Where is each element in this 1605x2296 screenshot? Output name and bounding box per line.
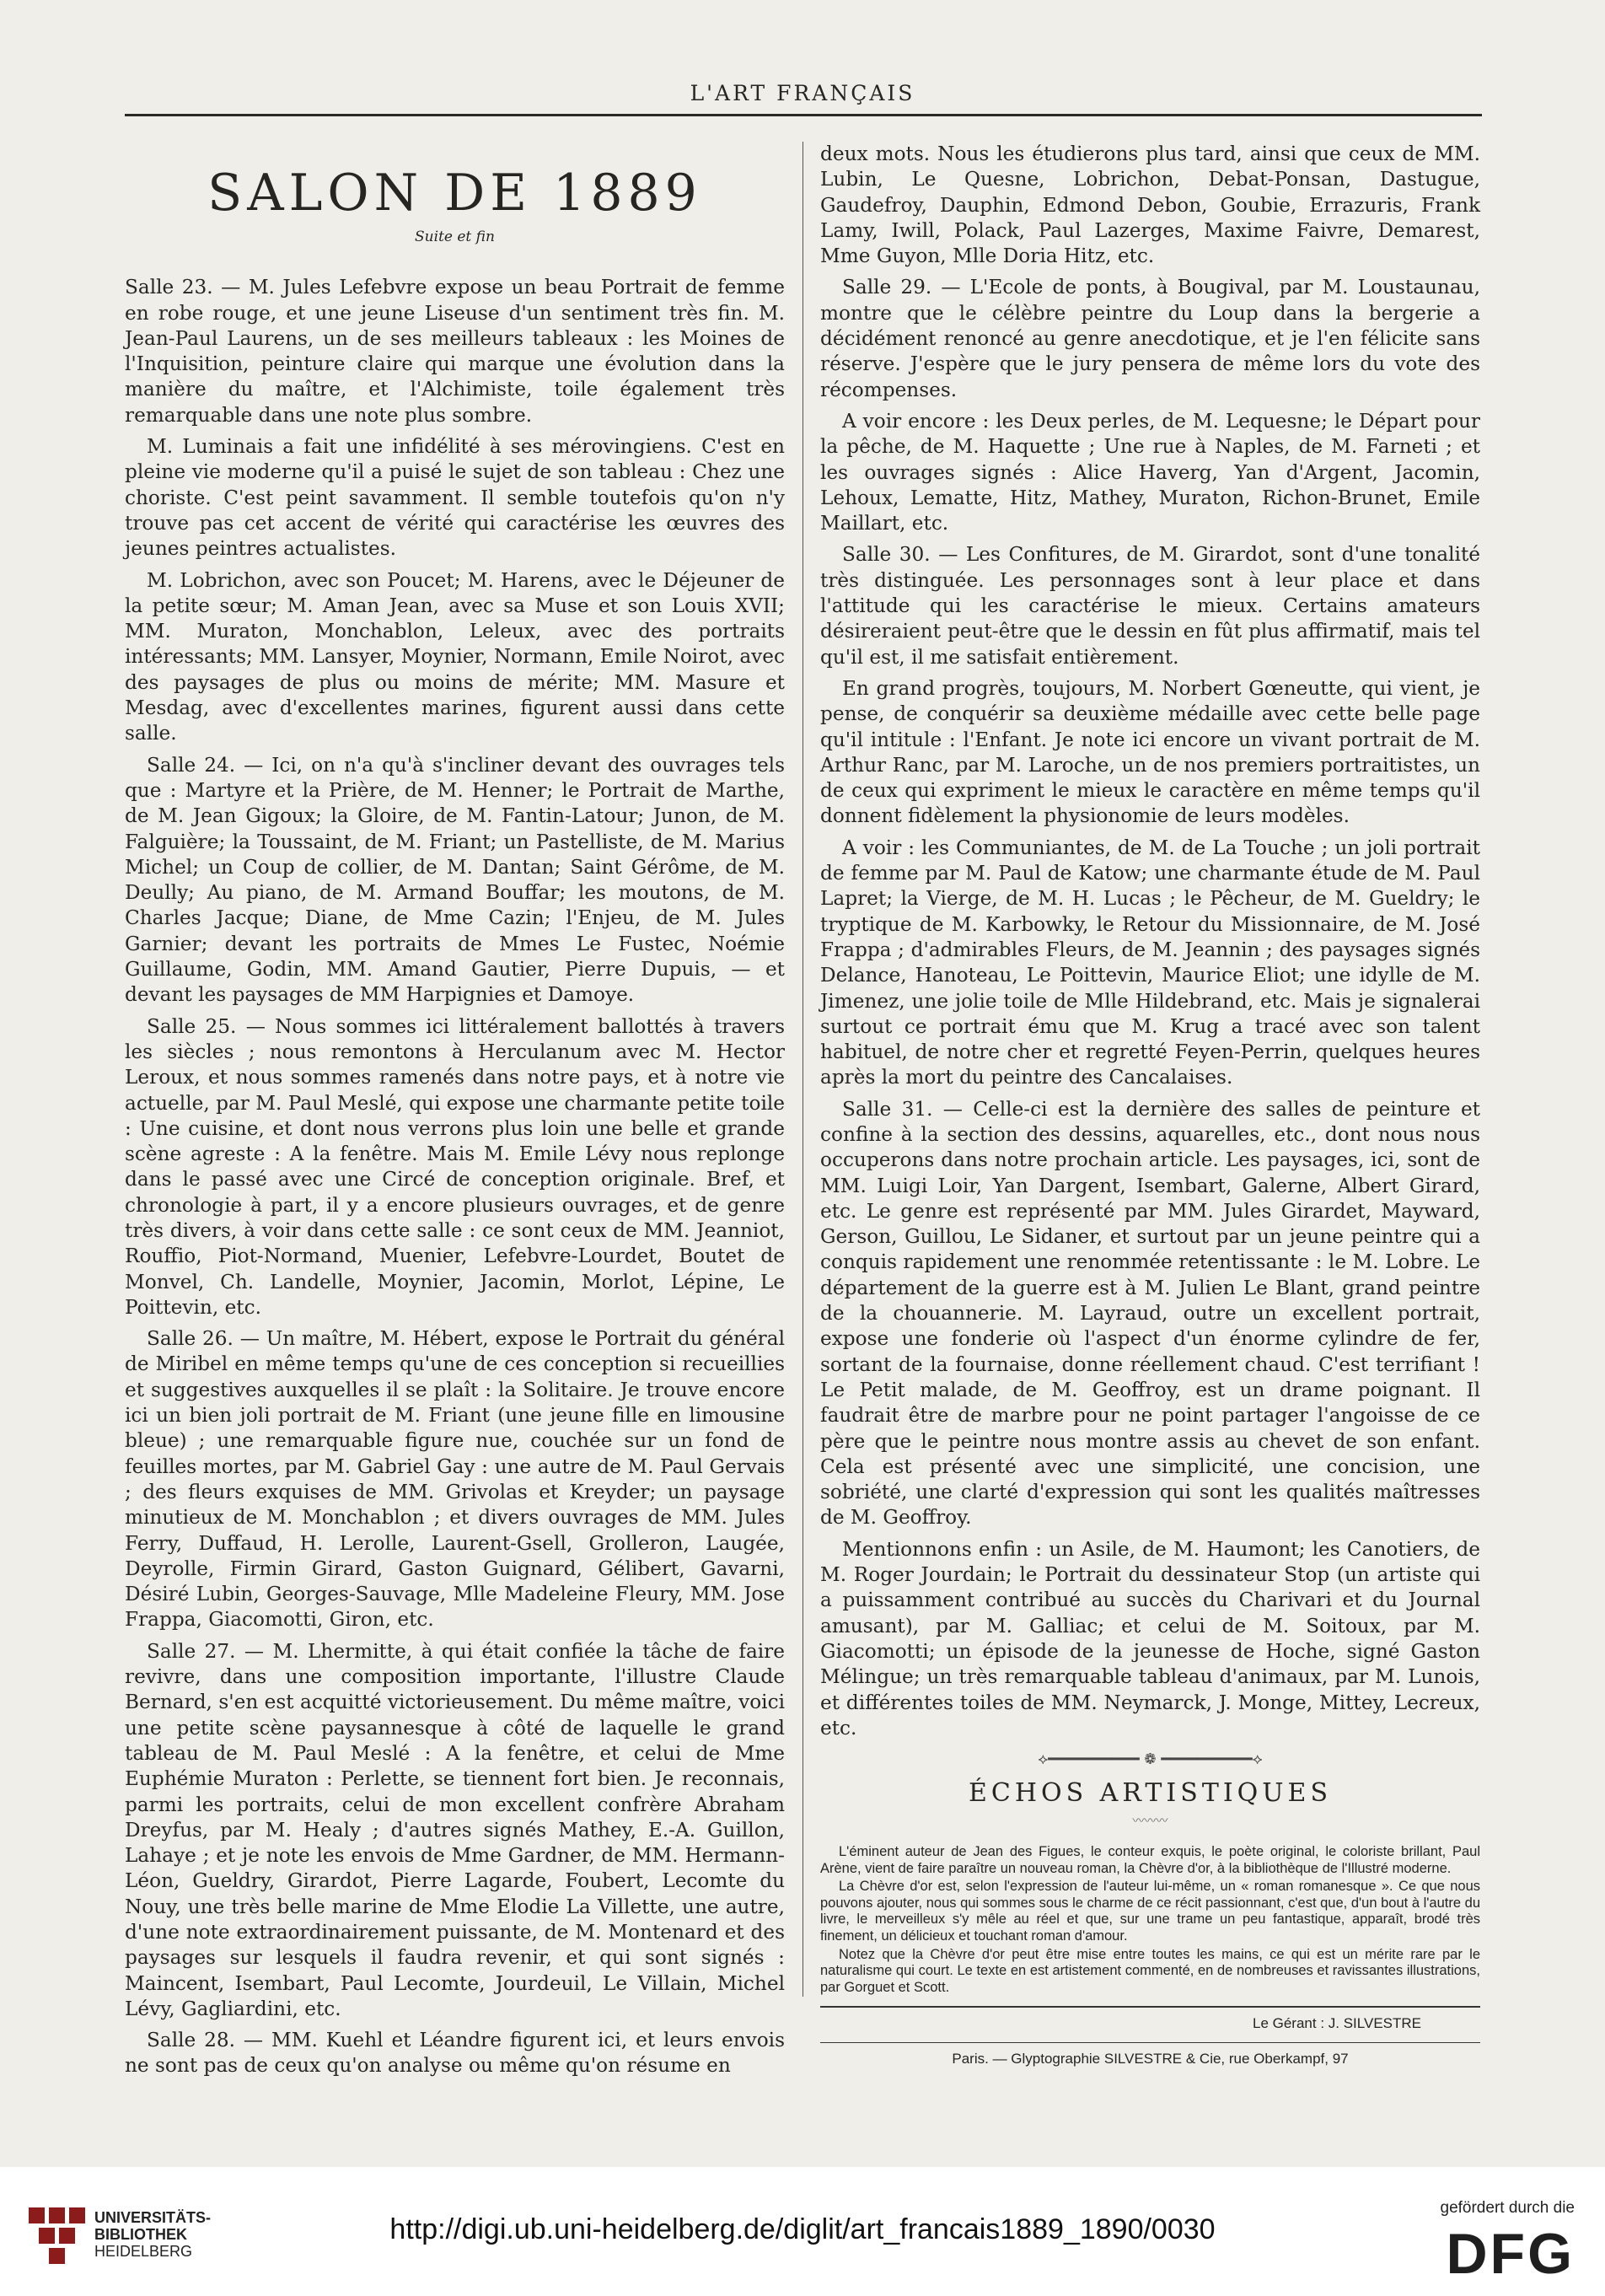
ornament-divider: ⟡━━━━━━━━━━ ❁ ━━━━━━━━━━⟡ <box>1038 1750 1263 1769</box>
gerant-line: Le Gérant : J. SILVESTRE <box>1253 2015 1421 2032</box>
paragraph-salle-31: Salle 31. — Celle-ci est la dernière des salles de peinture et confine à la section des dessins, aquarelles, etc., dont nous nous occuperons dans notre prochain article. Les paysages, ici, sont de MM. Luigi Loir, Yan Dargent, Isembart, Galerne, Albert Girard, etc. Le genre est représenté par MM. Jules Girardet, Mayward, Gerson, Guillou, Le Sidaner, et surtout par un jeune peintre qui a conquis rapidement une renommée retentissante : le M. Lobre. Le département de la guerre est à M. Julien Le Blant, grand peintre de la chouannerie. M. Layraud, outre un excellent portrait, expose une fonderie où l'aspect d'un énorme cylindre de fer, sortant de la fournaise, donne réellement chaud. C'est terrifiant ! Le Petit malade, de M. Geoffroy, est un drame poignant. Il faudrait être de marbre pour ne point partager l'angoisse de ce père que le peintre nous montre assis au chevet de son enfant. Cela est présenté avec une simplicité, une concision, une sobriété, une clarté d'expression qui sont les qualités maîtresses de M. Geoffroy. <box>820 1097 1480 1530</box>
paragraph-salle-24: Salle 24. — Ici, on n'a qu'à s'incliner devant des ouvrages tels que : Martyre et la Prière, de M. Henner; le Portrait de Marthe, de M. Jean Gigoux; la Gloire, de M. Fantin-Latour; Junon, de M. Falguière; la Toussaint, de M. Friant; un Pastelliste, de M. Marius Michel; un Coup de collier, de M. Dantan; Saint Gérôme, de M. Deully; Au piano, de M. Armand Bouffar; les moutons, de M. Charles Jacque; Diane, de Mme Cazin; l'Enjeu, de M. Jules Garnier; devant les portraits de Mmes Le Fustec, Noémie Guillaume, Godin, MM. Amand Gautier, Pierre Dupuis, — et devant les paysages de MM Harpignies et Damoye. <box>125 753 785 1007</box>
paragraph-luminais: M. Luminais a fait une infidélité à ses mérovingiens. C'est en pleine vie moderne qu'il a puisé le sujet de son tableau : Chez une choriste. C'est peint savamment. Il semble toutefois qu'on n'y trouve pas cet accent de vérité qui caractérise les œuvres des jeunes peintres actualistes. <box>125 435 785 561</box>
header-rule <box>125 114 1482 116</box>
paragraph-salle-25: Salle 25. — Nous sommes ici littéralement ballottés à travers les siècles ; nous remontons à Herculanum avec M. Hector Leroux, et nous sommes ramenés dans notre pays, et à notre vie actuelle, par M. Paul Meslé, qui expose une charmante petite toile : Une cuisine, et dont nous verrons plus loin une belle et grande scène agreste : A la fenêtre. Mais M. Emile Lévy nous replonge dans le passé avec une Circé de conception originale. Bref, et chronologie à part, il y a encore plusieurs ouvrages, et de genre très divers, à voir dans cette salle : ce sont ceux de MM. Jeanniot, Rouffio, Piot-Normand, Muenier, Lefebvre-Lourdet, Boutet de Monvel, Ch. Landelle, Moynier, Jacomin, Morlot, Lépine, Le Poittevin, etc. <box>125 1014 785 1319</box>
echos-paragraph: L'éminent auteur de Jean des Figues, le conteur exquis, le poète original, le coloriste brillant, Paul Arène, vient de faire paraître un nouveau roman, la Chèvre d'or, à la bibliothèque de l'Illustré moderne. <box>820 1844 1480 1876</box>
paragraph-lobrichon: M. Lobrichon, avec son Poucet; M. Harens, avec le Déjeuner de la petite sœur; M. Aman Jean, avec sa Muse et son Louis XVII; MM. Muraton, Monchablon, Leleux, avec des portraits intéressants; MM. Lansyer, Moynier, Normann, Emile Noirot, avec des paysages de plus ou moins de mérite; MM. Masure et Mesdag, avec d'excellentes marines, figurent aussi dans cette salle. <box>125 568 785 745</box>
paragraph-goeneutte: En grand progrès, toujours, M. Norbert Gœneutte, qui vient, je pense, de conquérir sa deuxième médaille avec cette belle page qu'il intitule : l'Enfant. Je note ici encore un vivant portrait de M. Arthur Ranc, par M. Laroche, un de nos premiers portraitistes, un de ceux qui expriment le mieux le caractère en même temps qu'il donnent fidèlement la physionomie de leurs modèles. <box>820 676 1480 828</box>
imprint-rule <box>820 2042 1480 2043</box>
paragraph-salle-28: Salle 28. — MM. Kuehl et Léandre figurent ici, et leurs envois ne sont pas de ceux qu'on analyse ou même qu'on résume en <box>125 2029 785 2078</box>
echos-heading: ÉCHOS ARTISTIQUES <box>968 1778 1333 1809</box>
paragraph-salle-29: Salle 29. — L'Ecole de ponts, à Bougival, par M. Loustaunau, montre que le célèbre peintre du Loup dans la bergerie a décidément renoncé au genre anecdotique, et je l'en félicite sans réserve. J'espère que le jury pensera de même lors du vote des récompenses. <box>820 276 1480 401</box>
paragraph-continuation: deux mots. Nous les étudierons plus tard, ainsi que ceux de MM. Lubin, Le Quesne, Lobrichon, Debat-Ponsan, Dastugue, Gaudefroy, Dauphin, Edmond Debon, Goubie, Errazuris, Frank Lamy, Iwill, Polack, Paul Lazerges, Maxime Faivre, Demarest, Mme Guyon, Mlle Doria Hitz, etc. <box>820 142 1480 268</box>
paragraph-a-voir: A voir : les Communiantes, de M. de La Touche ; un joli portrait de femme par M. Paul de Katow; une charmante étude de M. Paul Lapret; la Vierge, de M. H. Lucas ; le Pêcheur, de M. Gueldry; le tryptique de M. Karbowky, le Retour du Missionnaire, de M. José Frappa ; d'admirables Fleurs, de M. Jeannin ; des paysages signés Delance, Hanoteau, Le Poittevin, Maurice Eliot; une idylle de M. Jimenez, une jolie toile de Mlle Hildebrand, etc. Mais je signalerai surtout ce portrait ému que M. Krug a tracé avec son talent habituel, de notre cher et regretté Feyen-Perrin, quelques heures après la mort du peintre des Cancalaises. <box>820 836 1480 1089</box>
article-title: SALON DE 1889 <box>207 164 702 223</box>
left-column <box>125 142 785 2085</box>
right-column <box>820 142 1480 2072</box>
running-head: L'ART FRANÇAIS <box>690 81 915 105</box>
paragraph-salle-26: Salle 26. — Un maître, M. Hébert, expose le Portrait du général de Miribel en même temps qu'une de ces conception si recueillies et suggestives auxquelles il se plaît : la Solitaire. Je trouve encore ici un bien joli portrait de M. Friant (une jeune fille en limousine bleue) ; une remarquable figure nue, couchée sur un fond de feuilles mortes, par M. Gabriel Gay : une autre de M. Paul Gervais ; des fleurs exquises de MM. Grivolas et Kreyder; un paysage minutieux de M. Monchablon ; et divers ouvrages de MM. Jules Ferry, Duffaud, H. Lerolle, Laurent-Gsell, Grolleron, Laugée, Deyrolle, Firmin Girard, Gaston Guignard, Gélibert, Gavarni, Désiré Lubin, Georges-Sauvage, Mlle Madeleine Fleury, MM. Jose Frappa, Giacomotti, Giron, etc. <box>125 1327 785 1632</box>
paragraph-a-voir-encore: A voir encore : les Deux perles, de M. Lequesne; le Départ pour la pêche, de M. Haquette ; Une rue à Naples, de M. Farneti ; et les ouvrages signés : Alice Haverg, Yan d'Argent, Jacomin, Lehoux, Lematte, Hitz, Mathey, Muraton, Richon-Brunet, Emile Maillart, etc. <box>820 409 1480 535</box>
digitization-footer <box>0 2167 1605 2296</box>
echos-paragraph: Notez que la Chèvre d'or peut être mise entre toutes les mains, ce qui est un mérite rare par le naturalisme qui court. Le texte en est artistement commenté, en de nombreuses et ravissantes illustrations, par Gorguet et Scott. <box>820 1946 1480 1995</box>
paragraph-salle-30: Salle 30. — Les Confitures, de M. Girardot, sont d'une tonalité très distinguée. Les personnages sont à leur place et dans l'attitude qui les caractérise le mieux. Certains amateurs désireraient peut-être que le dessin en fût plus affirmatif, mais tel qu'il est, il me satisfait entièrement. <box>820 543 1480 669</box>
permalink-url[interactable]: http://digi.ub.uni-heidelberg.de/diglit/art_francais1889_1890/0030 <box>389 2213 1216 2245</box>
column-divider <box>802 142 803 1997</box>
funder-label: gefördert durch die <box>1440 2199 1575 2217</box>
paragraph-salle-27: Salle 27. — M. Lhermitte, à qui était confiée la tâche de faire revivre, dans une composition importante, l'illustre Claude Bernard, s'en est acquitté victorieusement. Du même maître, voici une petite scène paysannesque à côté de laquelle le grand tableau de M. Paul Meslé : A la fenêtre, et celui de Mme Euphémie Muraton : Perlette, se tiennent fort bien. Je reconnais, parmi les portraits, celui de mon excellent confrère Abraham Dreyfus, par M. Healy ; d'autres signés Mathey, E.-A. Guillon, Lahaye ; et je note les envois de Mme Gardner, de MM. Hermann-Léon, Gueldry, Girardot, Pierre Lagarde, Foubert, Lecomte du Nouy, une très belle marine de Mme Elodie La Villette, une autre, d'une note extraordinairement puissante, de M. Montenard et des paysages sur lesquels il faudra revenir, et qui sont signés : Maincent, Isembart, Paul Lecomte, Jourdeuil, Le Villain, Michel Lévy, Gagliardini, etc. <box>125 1639 785 2020</box>
echos-paragraph: La Chèvre d'or est, selon l'expression de l'auteur lui-même, un « roman romanesque ». Ce que nous pouvons ajouter, nous qui sommes sous le charme de ce récit passionnant, c'est que, d'un bout à l'autre du livre, le merveilleux s'y mêle au réel et que, sur une trame un peu fantastique, apparaît, brodé très finement, un délicieux et touchant roman d'amour. <box>820 1879 1480 1944</box>
imprint-line: Paris. — Glyptographie SILVESTRE & Cie, rue Oberkampf, 97 <box>952 2050 1349 2067</box>
paragraph-mentionnons: Mentionnons enfin : un Asile, de M. Haumont; les Canotiers, de M. Roger Jourdain; le Portrait du dessinateur Stop (un artiste qui a puissamment contribué au succès du Charivari et du Journal amusant), par M. Galliac; et celui de M. Soitoux, par M. Giacomotti; un épisode de la jeunesse de Hoche, signé Gaston Mélingue; un très remarquable tableau d'animaux, par M. Lunois, et différentes toiles de MM. Neymarck, J. Monge, Mittey, Lecreux, etc. <box>820 1537 1480 1739</box>
closing-rule <box>820 2006 1480 2008</box>
article-subtitle: Suite et fin <box>415 229 495 245</box>
dfg-logo-icon: DFG <box>1446 2222 1575 2286</box>
institution-name: UNIVERSITÄTS- BIBLIOTHEK HEIDELBERG <box>94 2209 212 2260</box>
paragraph-salle-23: Salle 23. — M. Jules Lefebvre expose un beau Portrait de femme en robe rouge, et une jeune Liseuse d'un sentiment très fin. M. Jean-Paul Laurens, un de ses meilleurs tableaux : les Moines de l'Inquisition, peinture claire qui marque une évolution dans la manière du maître, et l'Alchimiste, toile également très remarquable dans une note plus sombre. <box>125 276 785 427</box>
echos-section <box>820 1844 1480 1996</box>
flourish-ornament: 〰〰〰 <box>1132 1814 1168 1828</box>
